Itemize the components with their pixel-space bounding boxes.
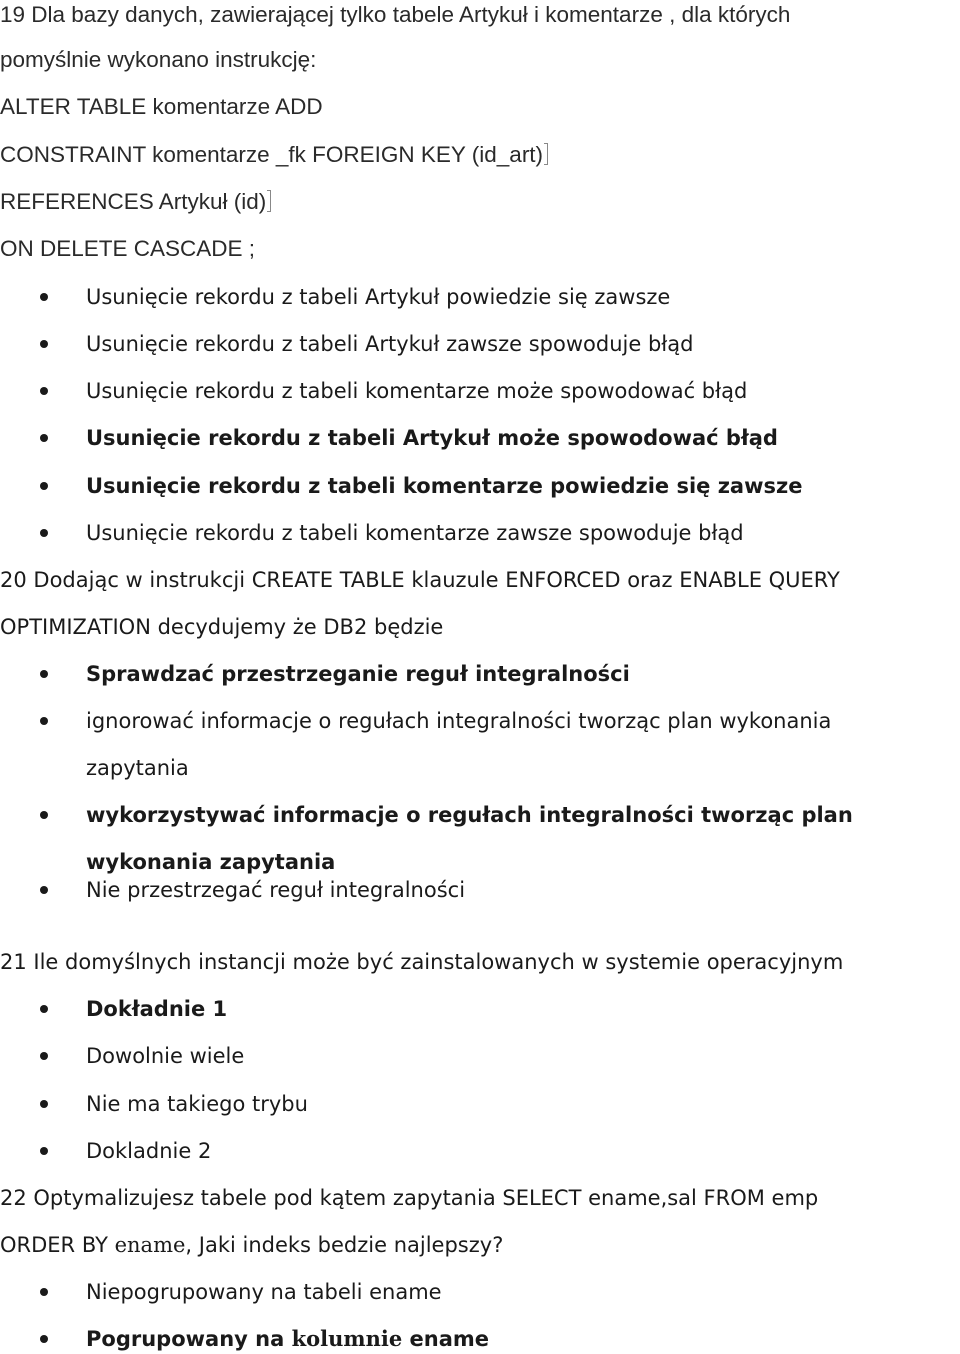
answer-option: Nie ma takiego trybu <box>86 1092 308 1116</box>
bullet-icon <box>40 293 48 301</box>
bullet-icon <box>40 1052 48 1060</box>
bullet-icon <box>40 1147 48 1155</box>
bullet-icon <box>40 434 48 442</box>
bullet-icon <box>40 340 48 348</box>
answer-option-correct: Usunięcie rekordu z tabeli komentarze powiedzie się zawsze <box>86 474 803 498</box>
bullet-icon <box>40 886 48 894</box>
text-marker <box>544 143 548 165</box>
answer-option: ignorować informacje o regułach integralności tworząc plan wykonania <box>86 709 832 733</box>
answer-option: Niepogrupowany na tabeli ename <box>86 1280 442 1304</box>
answer-option: Dowolnie wiele <box>86 1044 245 1068</box>
bullet-icon <box>40 1100 48 1108</box>
bullet-icon <box>40 717 48 725</box>
answer-option-correct: Pogrupowany na kolumnie ename <box>86 1326 490 1351</box>
question-19-sql: ON DELETE CASCADE ; <box>0 236 256 261</box>
text-marker <box>267 190 271 212</box>
question-20-text: OPTIMIZATION decydujemy że DB2 będzie <box>0 615 444 639</box>
answer-option: Dokladnie 2 <box>86 1139 212 1163</box>
answer-option: Usunięcie rekordu z tabeli Artykuł powiedzie się zawsze <box>86 285 671 309</box>
answer-option-correct: Dokładnie 1 <box>86 997 228 1021</box>
question-19-sql: ALTER TABLE komentarze ADD <box>0 94 323 119</box>
answer-option-correct: Sprawdzać przestrzeganie reguł integralności <box>86 662 630 686</box>
question-20-text: 20 Dodając w instrukcji CREATE TABLE klauzule ENFORCED oraz ENABLE QUERY <box>0 568 840 592</box>
answer-option: Nie przestrzegać reguł integralności <box>86 878 466 902</box>
bullet-icon <box>40 482 48 490</box>
bullet-icon <box>40 1288 48 1296</box>
answer-option: Usunięcie rekordu z tabeli komentarze może spowodować błąd <box>86 379 748 403</box>
bullet-icon <box>40 1335 48 1343</box>
bullet-icon <box>40 1005 48 1013</box>
question-22-text: ORDER BY ename, Jaki indeks bedzie najlepszy? <box>0 1233 504 1257</box>
question-19-sql: CONSTRAINT komentarze _fk FOREIGN KEY (id_art) <box>0 140 548 170</box>
bullet-icon <box>40 670 48 678</box>
answer-option-continuation: zapytania <box>86 756 189 780</box>
answer-option-correct: wykorzystywać informacje o regułach integralności tworząc plan <box>86 803 853 827</box>
answer-option-continuation: wykonania zapytania <box>86 850 336 874</box>
answer-option: Usunięcie rekordu z tabeli Artykuł zawsze spowoduje błąd <box>86 332 694 356</box>
answer-option-correct: Usunięcie rekordu z tabeli Artykuł może spowodować błąd <box>86 426 778 450</box>
question-19-text: pomyślnie wykonano instrukcję: <box>0 47 317 72</box>
question-19-sql: REFERENCES Artykuł (id) <box>0 187 271 217</box>
bullet-icon <box>40 529 48 537</box>
question-19-text: 19 Dla bazy danych, zawierającej tylko tabele Artykuł i komentarze , dla których <box>0 2 791 27</box>
bullet-icon <box>40 387 48 395</box>
answer-option: Usunięcie rekordu z tabeli komentarze zawsze spowoduje błąd <box>86 521 744 545</box>
bullet-icon <box>40 811 48 819</box>
question-21-text: 21 Ile domyślnych instancji może być zainstalowanych w systemie operacyjnym <box>0 950 844 974</box>
question-22-text: 22 Optymalizujesz tabele pod kątem zapytania SELECT ename,sal FROM emp <box>0 1186 819 1210</box>
